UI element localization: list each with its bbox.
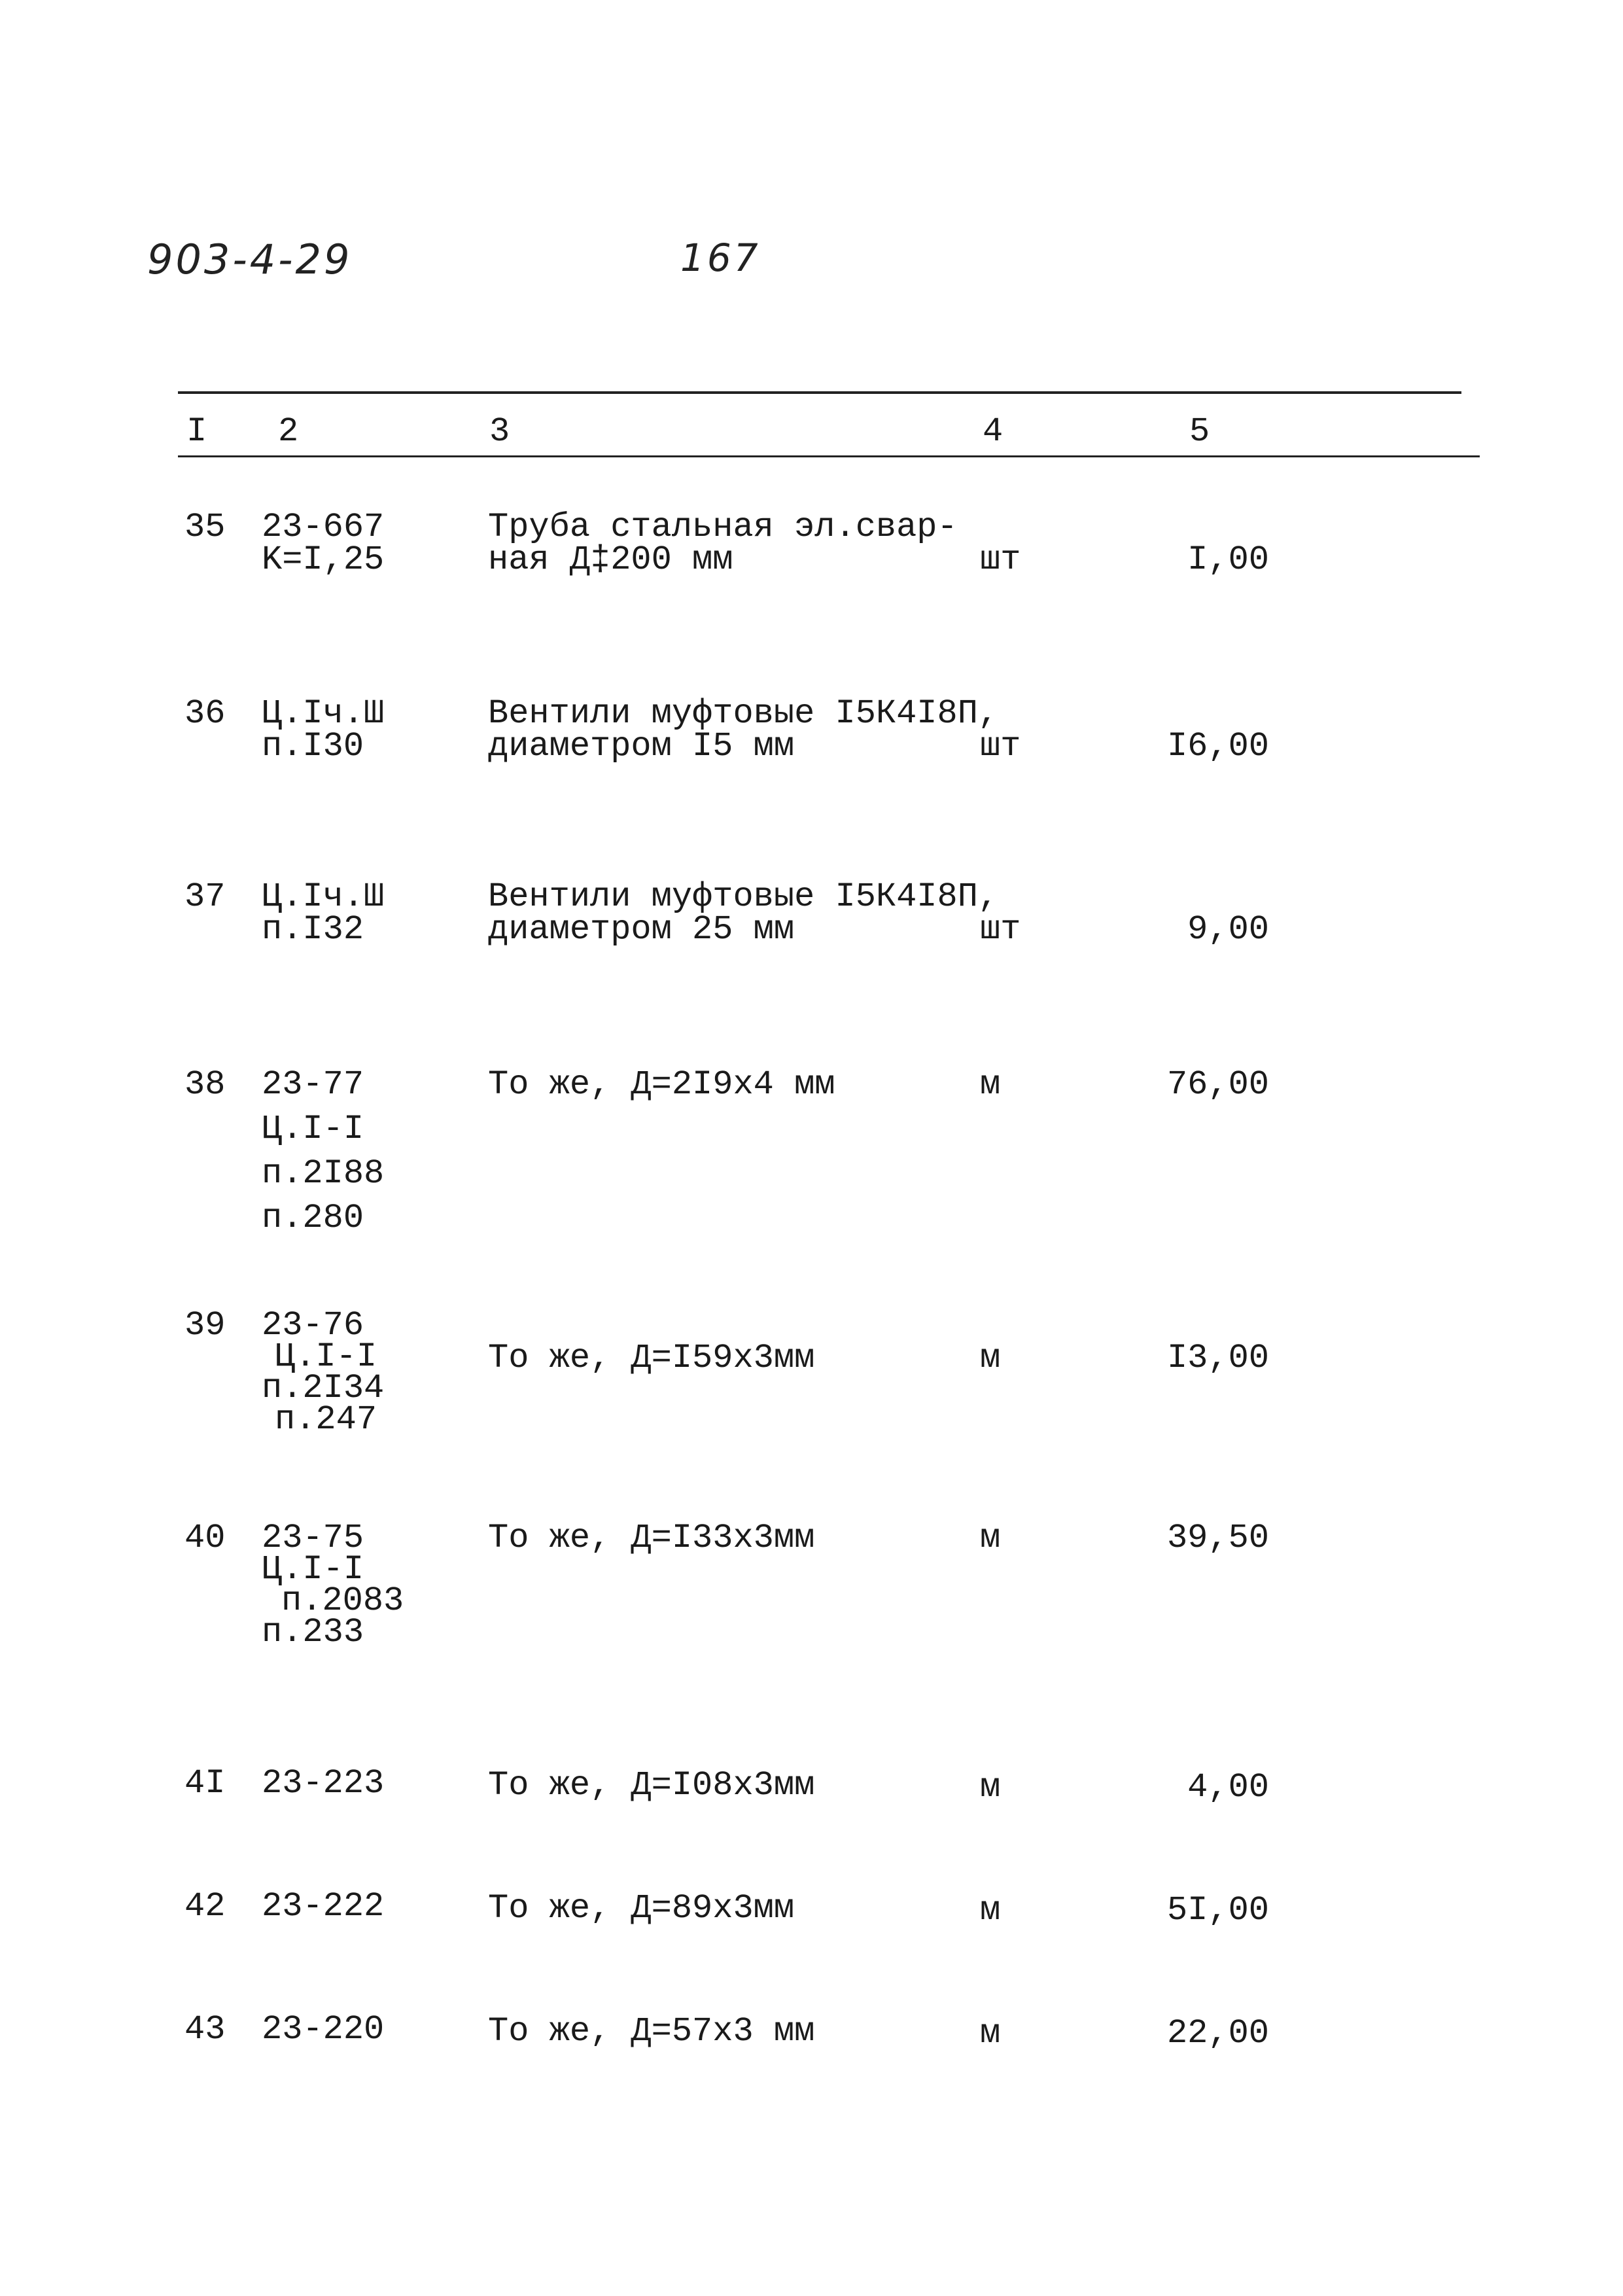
column-header-3: 3 bbox=[489, 412, 510, 451]
row-quantity: 9,00 bbox=[1187, 910, 1269, 949]
row-number: 36 bbox=[184, 694, 226, 733]
row-unit: м bbox=[980, 1519, 1001, 1557]
row-code-line: Ц.I-I bbox=[262, 1550, 364, 1589]
row-quantity: 4,00 bbox=[1187, 1768, 1269, 1807]
row-quantity: 39,50 bbox=[1166, 1519, 1269, 1557]
row-description-line: То же, Д=89х3мм bbox=[488, 1889, 795, 1928]
row-code-line: 23-220 bbox=[262, 2010, 385, 2049]
page-number: 167 bbox=[680, 236, 761, 280]
table-header-rule bbox=[178, 455, 1480, 457]
row-code-line: Ц.I-I bbox=[262, 1110, 364, 1148]
row-code-line: Ц.Iч.Ш bbox=[262, 877, 385, 916]
row-code-line: 23-75 bbox=[262, 1519, 364, 1557]
row-description-line: То же, Д=I59х3мм bbox=[488, 1339, 815, 1377]
row-number: 35 bbox=[184, 508, 226, 546]
column-header-2: 2 bbox=[278, 412, 299, 451]
row-unit: шт bbox=[980, 540, 1021, 579]
row-unit: м bbox=[980, 2014, 1001, 2053]
row-number: 38 bbox=[184, 1065, 226, 1104]
row-description-line: То же, Д=2I9х4 мм bbox=[488, 1065, 835, 1104]
row-number: 39 bbox=[184, 1306, 226, 1345]
row-description-line: То же, Д=I08х3мм bbox=[488, 1766, 815, 1805]
row-description-line: То же, Д=57х3 мм bbox=[488, 2012, 815, 2051]
row-description-line: диаметром 25 мм bbox=[488, 910, 795, 949]
row-unit: м bbox=[980, 1339, 1001, 1377]
row-quantity: 76,00 bbox=[1166, 1065, 1269, 1104]
row-number: 40 bbox=[184, 1519, 226, 1557]
column-header-1: I bbox=[186, 412, 207, 451]
row-code-line: 23-222 bbox=[262, 1887, 385, 1926]
row-code-line: п.2I88 bbox=[262, 1154, 385, 1193]
row-code-line: п.280 bbox=[262, 1199, 364, 1237]
table-top-rule bbox=[178, 391, 1461, 394]
row-code-line: 23-77 bbox=[262, 1065, 364, 1104]
row-number: 4I bbox=[184, 1764, 226, 1803]
row-code-line: п.I30 bbox=[262, 727, 364, 766]
row-unit: м bbox=[980, 1065, 1001, 1104]
row-description-line: диаметром I5 мм bbox=[488, 727, 795, 766]
row-unit: шт bbox=[980, 910, 1021, 949]
row-description-line: Вентили муфтовые I5К4I8П, bbox=[488, 694, 999, 733]
row-code-line: 23-76 bbox=[262, 1306, 364, 1345]
row-code-line: 23-667 bbox=[262, 508, 385, 546]
column-header-5: 5 bbox=[1189, 412, 1210, 451]
row-unit: м bbox=[980, 1768, 1001, 1807]
row-unit: шт bbox=[980, 727, 1021, 766]
row-quantity: I3,00 bbox=[1166, 1339, 1269, 1377]
row-code-line: Ц.I-I bbox=[275, 1337, 377, 1376]
row-code-line: п.I32 bbox=[262, 910, 364, 949]
row-code-line: п.233 bbox=[262, 1613, 364, 1651]
row-code-line: K=I,25 bbox=[262, 540, 385, 579]
row-code-line: 23-223 bbox=[262, 1764, 385, 1803]
row-description-line: Труба стальная эл.свар- bbox=[488, 508, 958, 546]
row-unit: м bbox=[980, 1891, 1001, 1930]
column-header-4: 4 bbox=[983, 412, 1003, 451]
row-quantity: I,00 bbox=[1187, 540, 1269, 579]
row-description-line: ная Д‡200 мм bbox=[488, 540, 733, 579]
row-code-line: п.247 bbox=[275, 1400, 377, 1439]
row-number: 43 bbox=[184, 2010, 226, 2049]
row-description-line: Вентили муфтовые I5К4I8П, bbox=[488, 877, 999, 916]
document-code: 903-4-29 bbox=[147, 236, 353, 283]
row-code-line: п.2I34 bbox=[262, 1369, 385, 1407]
row-code-line: Ц.Iч.Ш bbox=[262, 694, 385, 733]
row-quantity: 22,00 bbox=[1166, 2014, 1269, 2053]
row-quantity: 5I,00 bbox=[1166, 1891, 1269, 1930]
row-number: 42 bbox=[184, 1887, 226, 1926]
row-number: 37 bbox=[184, 877, 226, 916]
row-quantity: I6,00 bbox=[1166, 727, 1269, 766]
row-code-line: п.2083 bbox=[281, 1581, 404, 1620]
row-description-line: То же, Д=I33х3мм bbox=[488, 1519, 815, 1557]
